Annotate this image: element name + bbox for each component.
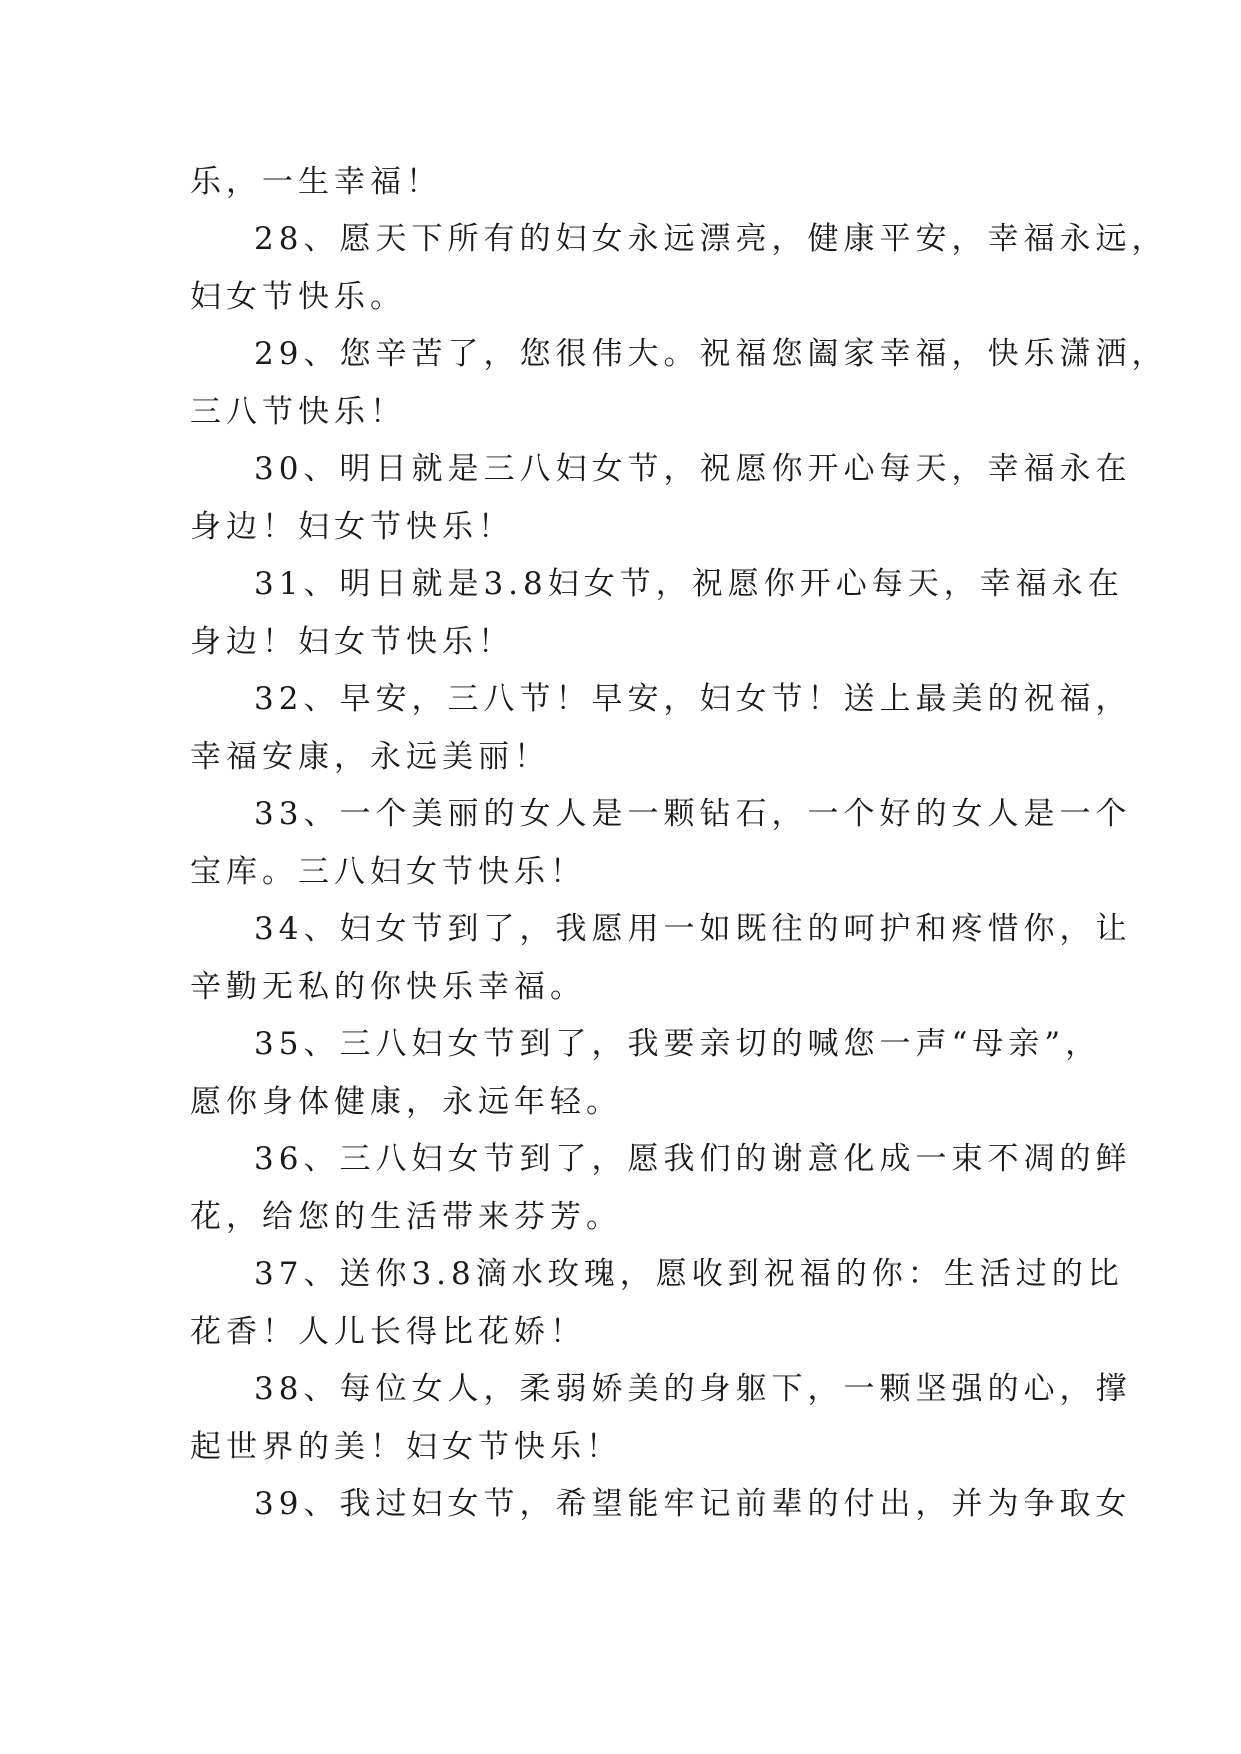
text-line: 愿你身体健康，永远年轻。 (190, 1084, 622, 1120)
text-line: 幸福安康，永远美丽！ (190, 739, 550, 775)
text-line: 28、愿天下所有的妇女永远漂亮，健康平安，幸福永远， (254, 221, 1168, 257)
text-line: 30、明日就是三八妇女节，祝愿你开心每天，幸福永在 (254, 451, 1132, 487)
text-line: 花，给您的生活带来芬芳。 (190, 1199, 622, 1235)
text-line: 31、明日就是3.8妇女节，祝愿你开心每天，幸福永在 (254, 566, 1124, 602)
text-line: 35、三八妇女节到了，我要亲切的喊您一声“母亲”， (254, 1026, 1102, 1062)
text-line: 乐，一生幸福！ (190, 164, 442, 200)
text-line: 花香！人儿长得比花娇！ (190, 1314, 586, 1350)
text-line: 三八节快乐！ (190, 394, 406, 430)
text-line: 起世界的美！妇女节快乐！ (190, 1429, 622, 1465)
text-line: 34、妇女节到了，我愿用一如既往的呵护和疼惜你，让 (254, 911, 1132, 947)
text-line: 32、早安，三八节！早安，妇女节！送上最美的祝福， (254, 681, 1132, 717)
text-line: 宝库。三八妇女节快乐！ (190, 854, 586, 890)
text-line: 辛勤无私的你快乐幸福。 (190, 969, 586, 1005)
text-line: 33、一个美丽的女人是一颗钻石，一个好的女人是一个 (254, 796, 1132, 832)
text-line: 29、您辛苦了，您很伟大。祝福您阖家幸福，快乐潇洒， (254, 336, 1168, 372)
text-line: 身边！妇女节快乐！ (190, 509, 514, 545)
text-line: 37、送你3.8滴水玫瑰，愿收到祝福的你：生活过的比 (254, 1256, 1124, 1292)
text-line: 39、我过妇女节，希望能牢记前辈的付出，并为争取女 (254, 1486, 1132, 1522)
text-line: 妇女节快乐。 (190, 279, 406, 315)
text-line: 36、三八妇女节到了，愿我们的谢意化成一束不凋的鲜 (254, 1141, 1132, 1177)
text-line: 身边！妇女节快乐！ (190, 624, 514, 660)
text-line: 38、每位女人，柔弱娇美的身躯下，一颗坚强的心，撑 (254, 1371, 1132, 1407)
